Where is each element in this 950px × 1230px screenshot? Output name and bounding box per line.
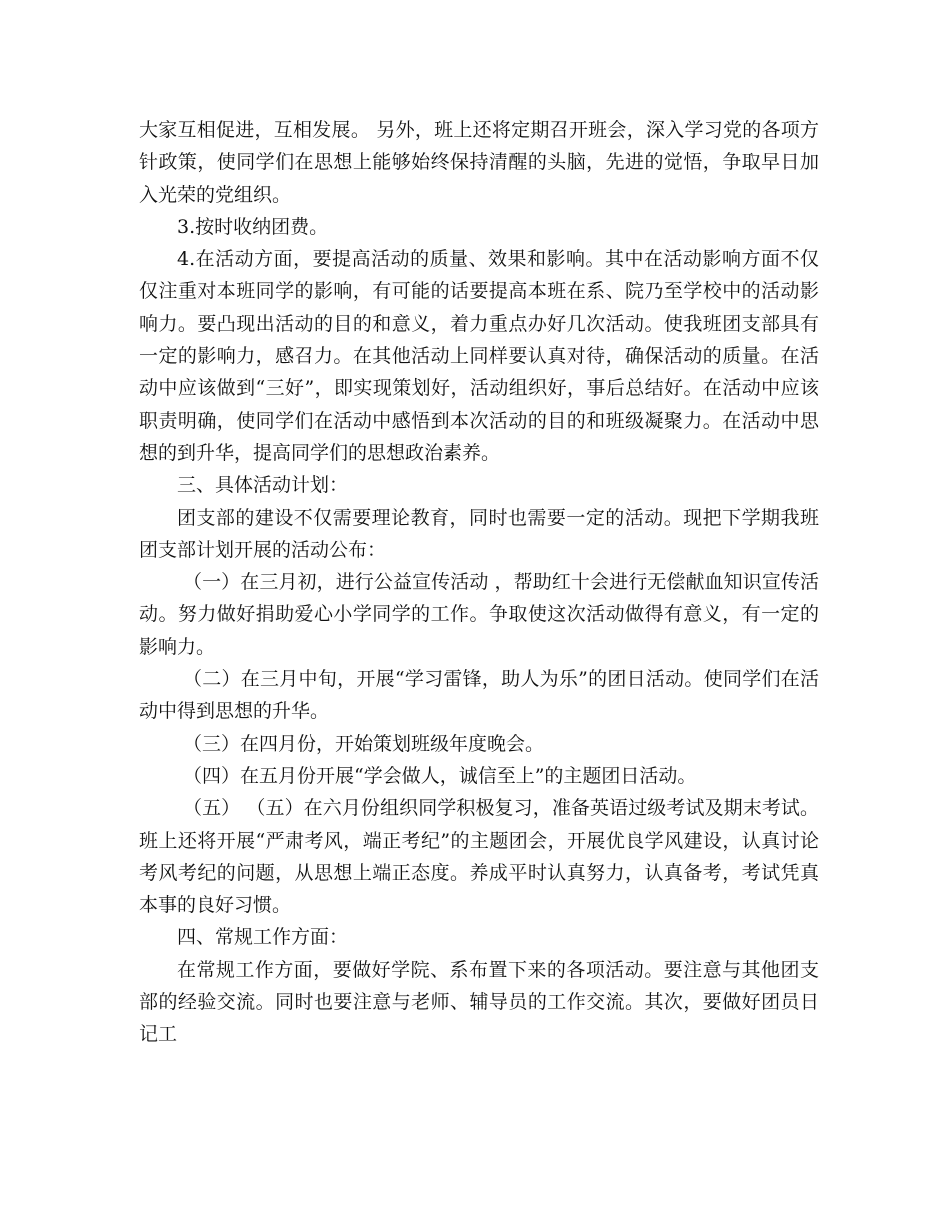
paragraph-activity-1: （一）在三月初，进行公益宣传活动 ，帮助红十会进行无偿献血知识宣传活动。努力做好捐助爱心小学同学的工作。争取使这次活动做得有意义，有一定的影响力。 [139, 571, 819, 658]
paragraph-activity-intro: 团支部的建设不仅需要理论教育，同时也需要一定的活动。现把下学期我班团支部计划开展的活动公布： [139, 506, 819, 561]
paragraph-activity-5: （五） （五）在六月份组织同学积极复习，准备英语过级考试及期末考试。班上还将开展“严肃考风，端正考纪”的主题团会，开展优良学风建设，认真讨论考风考纪的问题，从思想上端正态度。养成平时认真努力，认真备考，考试凭真本事的良好习惯。 [139, 797, 819, 917]
paragraph-item-4: 4.在活动方面，要提高活动的质量、效果和影响。其中在活动影响方面不仅仅注重对本班同学的影响，有可能的话要提高本班在系、院乃至学校中的活动影响力。要凸现出活动的目的和意义，着力重点办好几次活动。使我班团支部具有一定的影响力，感召力。在其他活动上同样要认真对待，确保活动的质量。在活动中应该做到“三好”，即实现策划好，活动组织好，事后总结好。在活动中应该职责明确，使同学们在活动中感悟到本次活动的目的和班级凝聚力。在活动中思想的到升华，提高同学们的思想政治素养。 [139, 248, 819, 464]
paragraph-continuation: 大家互相促进，互相发展。 另外，班上还将定期召开班会，深入学习党的各项方针政策，使同学们在思想上能够始终保持清醒的头脑，先进的觉悟，争取早日加入光荣的党组织。 [139, 119, 819, 206]
paragraph-activity-4: （四）在五月份开展“学会做人，诚信至上”的主题团日活动。 [183, 764, 697, 787]
paragraph-routine-work: 在常规工作方面，要做好学院、系布置下来的各项活动。要注意与其他团支部的经验交流。同时也要注意与老师、辅导员的工作交流。其次，要做好团员日记工 [139, 958, 819, 1046]
section-heading-4: 四、常规工作方面： [177, 926, 349, 949]
section-heading-3: 三、具体活动计划： [177, 474, 349, 497]
paragraph-item-3: 3.按时收纳团费。 [177, 215, 329, 238]
paragraph-activity-2: （二）在三月中旬，开展“学习雷锋，助人为乐”的团日活动。使同学们在活动中得到思想的升华。 [139, 668, 819, 723]
paragraph-activity-3: （三）在四月份，开始策划班级年度晚会。 [183, 732, 545, 755]
document-body [139, 114, 819, 1051]
